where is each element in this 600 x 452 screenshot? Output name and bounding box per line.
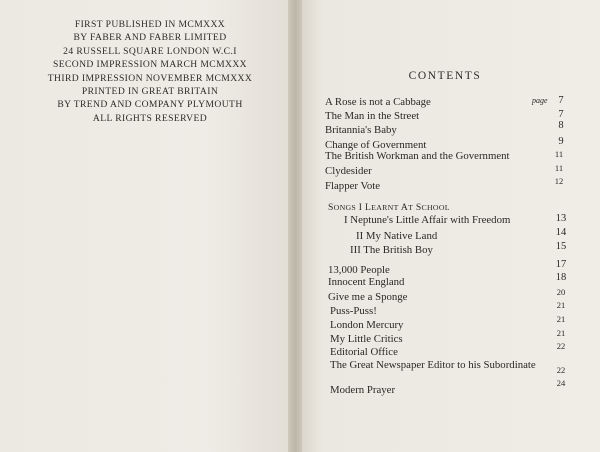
toc-entry-title: III The British Boy: [350, 244, 433, 256]
toc-entry-page: 22: [556, 341, 566, 351]
toc-entry-title: London Mercury: [330, 319, 404, 331]
contents-title: CONTENTS: [408, 70, 482, 82]
toc-entry-page: 18: [555, 272, 567, 283]
imprint-line: 24 RUSSELL SQUARE LONDON W.C.I: [63, 45, 237, 57]
section-heading: SONGS I LEARNT AT SCHOOL: [328, 202, 450, 213]
page-column-label: page: [532, 96, 548, 105]
imprint-line: PRINTED IN GREAT BRITAIN: [81, 86, 219, 98]
toc-entry-title: A Rose is not a Cabbage: [325, 96, 431, 108]
toc-entry-title: Innocent England: [328, 276, 405, 288]
toc-entry-title: The British Workman and the Government: [325, 150, 510, 162]
toc-entry-title: Britannia's Baby: [325, 124, 397, 136]
toc-entry-page: 17: [555, 259, 567, 270]
toc-entry-title: The Man in the Street: [325, 110, 420, 122]
toc-entry-page: 9: [558, 136, 564, 147]
toc-entry-page: 12: [554, 176, 564, 186]
toc-entry-title: Give me a Sponge: [328, 291, 408, 303]
book-gutter: [288, 0, 302, 452]
toc-entry-page: 22: [556, 365, 566, 375]
imprint-line: ALL RIGHTS RESERVED: [92, 112, 208, 124]
toc-entry-title: Flapper Vote: [325, 180, 381, 192]
toc-entry-title: Clydesider: [325, 165, 372, 177]
toc-entry-title: 13,000 People: [328, 264, 390, 276]
toc-entry-title: Change of Government: [325, 139, 427, 151]
imprint-line: BY FABER AND FABER LIMITED: [73, 32, 227, 44]
toc-entry-page: 14: [555, 227, 567, 238]
toc-entry-page: 24: [556, 378, 566, 388]
toc-entry-page: 8: [558, 120, 564, 131]
toc-entry-title: Puss-Puss!: [330, 305, 377, 317]
imprint-line: SECOND IMPRESSION MARCH MCMXXX: [52, 59, 248, 71]
toc-entry-page: 7: [558, 95, 564, 106]
toc-entry-page: 7: [558, 109, 564, 120]
toc-entry-title: II My Native Land: [356, 230, 438, 242]
toc-entry-page: 15: [555, 241, 567, 252]
toc-entry-page: 20: [556, 287, 566, 297]
toc-entry-title: My Little Critics: [330, 333, 403, 345]
toc-entry-page: 21: [556, 314, 566, 324]
toc-entry-title: The Great Newspaper Editor to his Subordinate: [330, 359, 536, 371]
imprint-line: THIRD IMPRESSION NOVEMBER MCMXXX: [47, 72, 253, 84]
toc-entry-title: Modern Prayer: [330, 384, 396, 396]
toc-entry-page: 13: [555, 213, 567, 224]
toc-entry-page: 21: [556, 328, 566, 338]
imprint-line: BY TREND AND COMPANY PLYMOUTH: [57, 99, 243, 111]
toc-entry-page: 11: [554, 149, 564, 159]
imprint-line: FIRST PUBLISHED IN MCMXXX: [74, 19, 226, 30]
toc-entry-page: 11: [554, 163, 564, 173]
toc-entry-title: Editorial Office: [330, 346, 398, 358]
toc-entry-title: I Neptune's Little Affair with Freedom: [344, 214, 511, 226]
imprint-block: [30, 18, 270, 125]
toc-entry-page: 21: [556, 300, 566, 310]
